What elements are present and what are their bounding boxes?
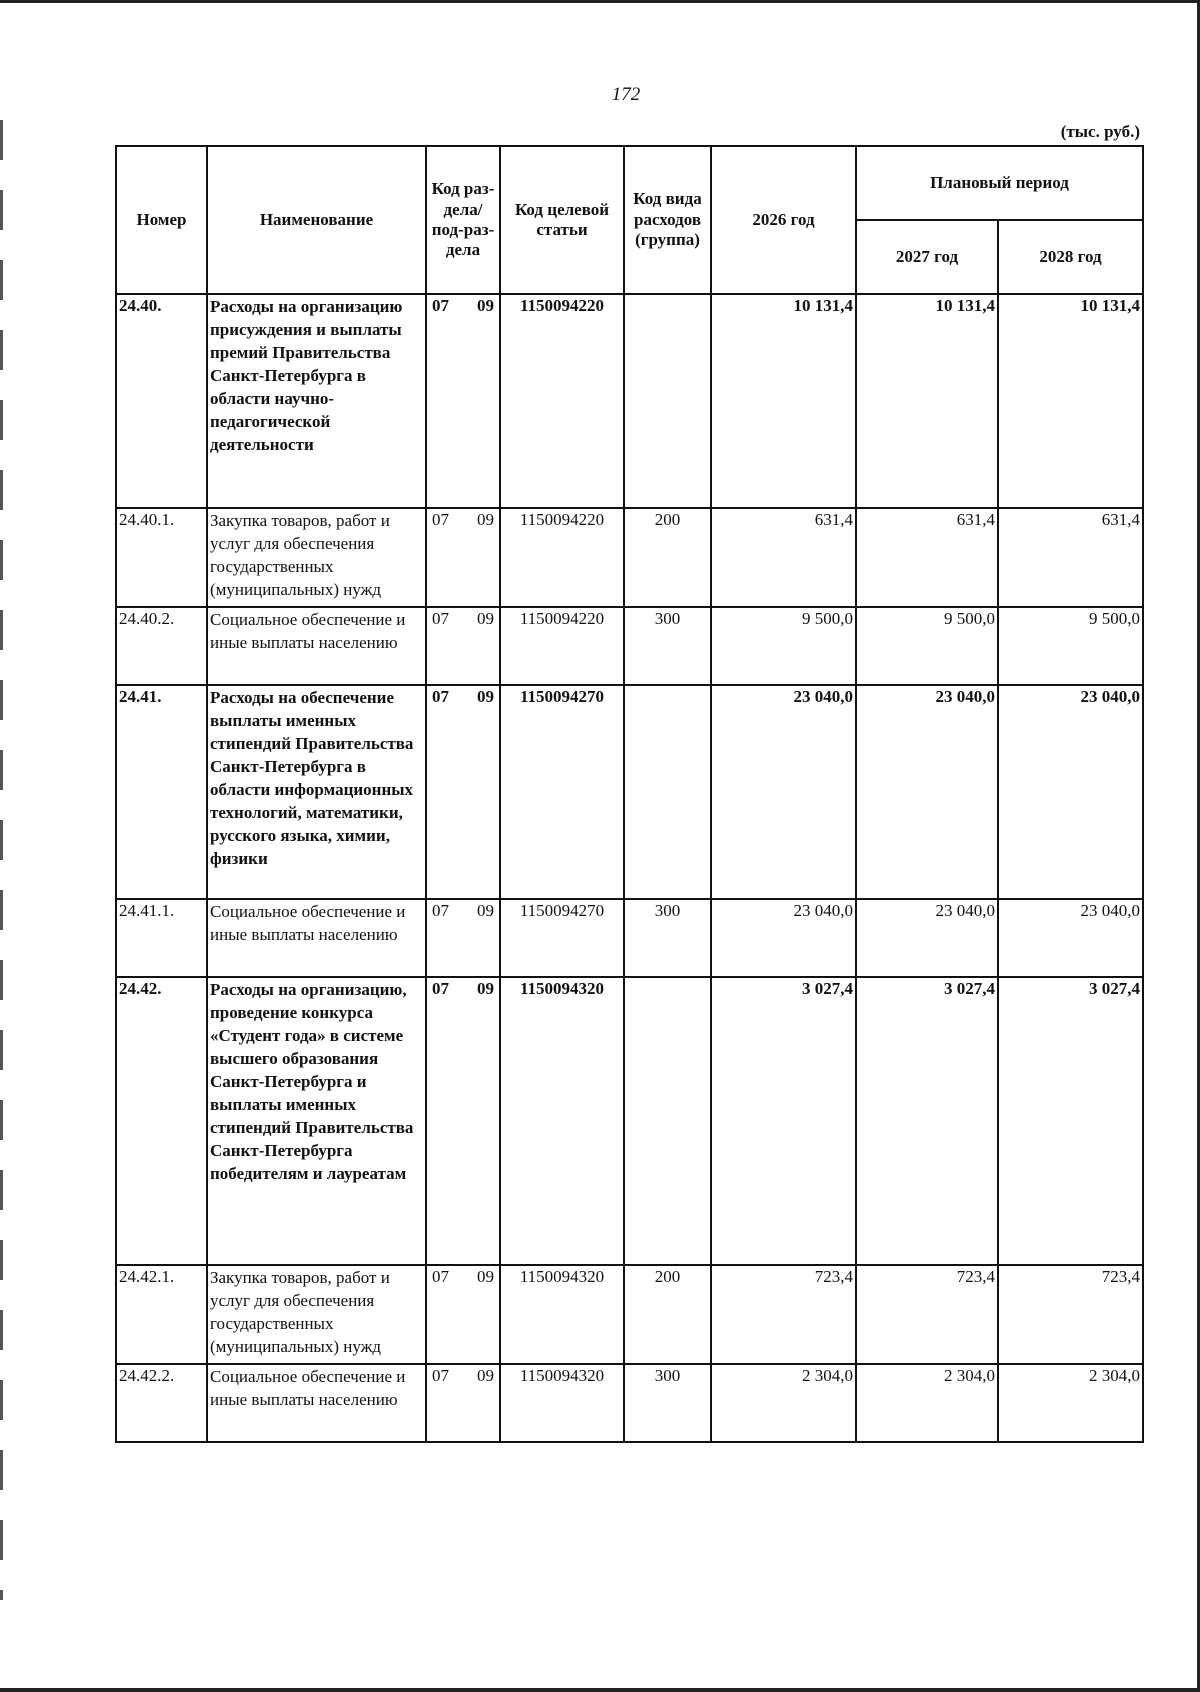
row-amount-2027: 723,4 [856, 1265, 998, 1364]
row-section-code [426, 977, 500, 1265]
subsection-code: 09 [477, 687, 494, 706]
row-amount-2027: 3 027,4 [856, 977, 998, 1265]
row-amount-2028: 23 040,0 [998, 899, 1143, 977]
row-target-code: 1150094320 [500, 977, 624, 1265]
row-target-code: 1150094220 [500, 508, 624, 607]
subsection-code: 09 [477, 1366, 494, 1385]
row-name: Социальное обеспечение и иные выплаты населению [207, 607, 426, 685]
row-amount-2026: 23 040,0 [711, 685, 856, 899]
row-target-code: 1150094270 [500, 685, 624, 899]
row-number: 24.42.1. [116, 1265, 207, 1364]
table-row [116, 508, 1143, 607]
row-amount-2026: 2 304,0 [711, 1364, 856, 1442]
row-number: 24.40. [116, 294, 207, 508]
table-row [116, 1265, 1143, 1364]
subsection-code: 09 [477, 510, 494, 529]
budget-table [115, 145, 1144, 1443]
row-number: 24.42. [116, 977, 207, 1265]
row-number: 24.40.2. [116, 607, 207, 685]
row-amount-2028: 9 500,0 [998, 607, 1143, 685]
row-expense-type: 300 [624, 899, 711, 977]
row-amount-2027: 23 040,0 [856, 899, 998, 977]
row-target-code: 1150094220 [500, 607, 624, 685]
row-amount-2026: 9 500,0 [711, 607, 856, 685]
section-code: 07 [432, 1267, 449, 1286]
header-planned-period: Плановый период [856, 146, 1143, 220]
subsection-code: 09 [477, 979, 494, 998]
table-row [116, 1364, 1143, 1442]
header-name: Наименование [207, 146, 426, 294]
table-header [116, 146, 1143, 294]
row-name: Расходы на организацию, проведение конкурса «Студент года» в системе высшего образования Санкт-Петербурга и выплаты именных стипендий Правительства Санкт-Петербурга победителям и лауреатам [207, 977, 426, 1265]
row-number: 24.41. [116, 685, 207, 899]
row-amount-2026: 10 131,4 [711, 294, 856, 508]
row-name: Расходы на обеспечение выплаты именных стипендий Правительства Санкт-Петербурга в области информационных технологий, математики, русского языка, химии, физики [207, 685, 426, 899]
table-row [116, 977, 1143, 1265]
header-year-2026: 2026 год [711, 146, 856, 294]
units-label: (тыс. руб.) [1060, 122, 1140, 141]
header-target: Код целевой статьи [500, 146, 624, 294]
table-body [116, 294, 1143, 1442]
header-year-2027: 2027 год [856, 220, 998, 294]
row-amount-2028: 2 304,0 [998, 1364, 1143, 1442]
row-amount-2027: 10 131,4 [856, 294, 998, 508]
row-section-code [426, 508, 500, 607]
row-expense-type: 300 [624, 607, 711, 685]
table-row [116, 294, 1143, 508]
row-section-code [426, 294, 500, 508]
row-amount-2028: 631,4 [998, 508, 1143, 607]
row-expense-type [624, 685, 711, 899]
section-code: 07 [432, 510, 449, 529]
row-amount-2026: 23 040,0 [711, 899, 856, 977]
section-code: 07 [432, 296, 449, 315]
row-expense-type: 200 [624, 1265, 711, 1364]
row-target-code: 1150094220 [500, 294, 624, 508]
row-expense-type: 200 [624, 508, 711, 607]
subsection-code: 09 [477, 901, 494, 920]
table-row [116, 607, 1143, 685]
row-expense-type: 300 [624, 1364, 711, 1442]
table-row [116, 685, 1143, 899]
scan-edge-left [0, 120, 3, 1600]
row-number: 24.42.2. [116, 1364, 207, 1442]
header-number: Номер [116, 146, 207, 294]
row-amount-2027: 23 040,0 [856, 685, 998, 899]
row-amount-2028: 3 027,4 [998, 977, 1143, 1265]
row-name: Расходы на организацию присуждения и выплаты премий Правительства Санкт-Петербурга в области научно-педагогической деятельности [207, 294, 426, 508]
row-amount-2027: 2 304,0 [856, 1364, 998, 1442]
row-amount-2026: 3 027,4 [711, 977, 856, 1265]
section-code: 07 [432, 687, 449, 706]
row-amount-2027: 9 500,0 [856, 607, 998, 685]
row-name: Закупка товаров, работ и услуг для обеспечения государственных (муниципальных) нужд [207, 508, 426, 607]
scan-edge-top [0, 0, 1200, 3]
header-expense-type: Код вида расходов (группа) [624, 146, 711, 294]
subsection-code: 09 [477, 296, 494, 315]
header-year-2028: 2028 год [998, 220, 1143, 294]
row-expense-type [624, 294, 711, 508]
row-amount-2028: 723,4 [998, 1265, 1143, 1364]
row-amount-2028: 23 040,0 [998, 685, 1143, 899]
row-number: 24.41.1. [116, 899, 207, 977]
row-amount-2027: 631,4 [856, 508, 998, 607]
row-section-code [426, 1265, 500, 1364]
row-name: Социальное обеспечение и иные выплаты населению [207, 899, 426, 977]
section-code: 07 [432, 1366, 449, 1385]
section-code: 07 [432, 609, 449, 628]
scan-edge-bottom [0, 1688, 1200, 1692]
header-section: Код раз-дела/ под-раз-дела [426, 146, 500, 294]
row-target-code: 1150094320 [500, 1265, 624, 1364]
row-section-code [426, 899, 500, 977]
row-name: Социальное обеспечение и иные выплаты населению [207, 1364, 426, 1442]
section-code: 07 [432, 901, 449, 920]
row-section-code [426, 685, 500, 899]
section-code: 07 [432, 979, 449, 998]
row-amount-2028: 10 131,4 [998, 294, 1143, 508]
table-row [116, 899, 1143, 977]
row-number: 24.40.1. [116, 508, 207, 607]
row-section-code [426, 607, 500, 685]
row-target-code: 1150094270 [500, 899, 624, 977]
row-expense-type [624, 977, 711, 1265]
subsection-code: 09 [477, 1267, 494, 1286]
row-name: Закупка товаров, работ и услуг для обеспечения государственных (муниципальных) нужд [207, 1265, 426, 1364]
row-section-code [426, 1364, 500, 1442]
subsection-code: 09 [477, 609, 494, 628]
page-number: 172 [611, 84, 641, 105]
row-target-code: 1150094320 [500, 1364, 624, 1442]
row-amount-2026: 723,4 [711, 1265, 856, 1364]
row-amount-2026: 631,4 [711, 508, 856, 607]
